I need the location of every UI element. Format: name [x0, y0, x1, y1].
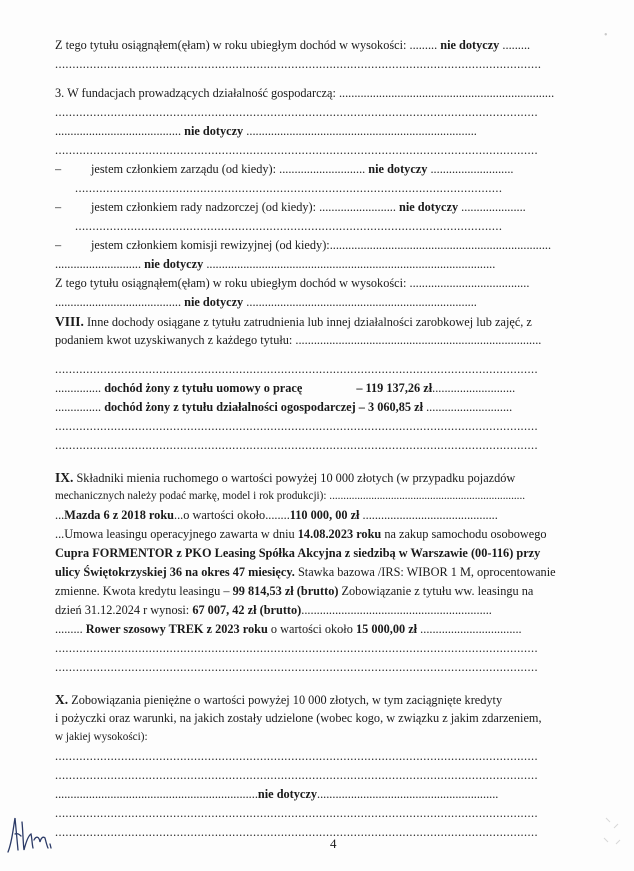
- leasing-line-3: [55, 563, 587, 582]
- dotted-line: ...........................................................................................................................: [75, 219, 503, 233]
- text: jestem członkiem rady nadzorczej (od kiedy): .........................: [91, 200, 400, 214]
- text: Z tego tytułu osiągnąłem(ęłam) w roku ubiegłym dochód w wysokości: .........: [55, 38, 441, 52]
- corner-mark: •: [604, 30, 608, 41]
- not-applicable-line: [55, 122, 587, 141]
- dotted-line: ...........................................................................................................................................: [55, 438, 538, 452]
- audit-committee-line: [55, 236, 587, 255]
- income-line: Z tego tytułu osiągnąłem(ęłam) w roku ubiegłym dochód w wysokości: .......................................: [55, 276, 530, 290]
- text: Zobowiązania pieniężne o wartości powyżej 10 000 złotych, w tym zaciągnięte kredyty: [68, 693, 503, 707]
- not-applicable-text: nie dotyczy: [399, 200, 459, 214]
- scan-edge-mark: [596, 812, 626, 852]
- leasing-date: 14.08.2023 roku: [297, 527, 382, 541]
- not-applicable-text: nie dotyczy: [440, 38, 500, 52]
- text: .........: [55, 622, 86, 636]
- text: ..............................................................: [301, 603, 492, 617]
- income-line: [55, 36, 587, 55]
- board-member-line: [55, 160, 587, 179]
- text: Stawka bazowa /IRS: WIBOR 1 M, oprocentowanie: [294, 565, 556, 579]
- foundations-line: 3. W fundacjach prowadzących działalność gospodarczą: ......................................................................: [55, 86, 555, 100]
- income-title: dochód żony z tytułu uomowy o pracę: [104, 381, 303, 395]
- dotted-line: ...........................................................................................................................................: [55, 105, 538, 119]
- text: .........................................: [55, 124, 185, 138]
- dotted-line: ...........................................................................................................................................: [55, 419, 538, 433]
- leasing-amount: 99 814,53 zł (brutto): [232, 584, 339, 598]
- section-number: IX.: [55, 470, 74, 485]
- text: zmienne. Kwota kredytu leasingu –: [55, 584, 233, 598]
- text: ...............: [55, 381, 105, 395]
- not-applicable-text: nie dotyczy: [144, 257, 204, 271]
- income-amount: – 3 060,85 zł: [355, 400, 424, 414]
- asset-value: 15 000,00 zł: [355, 622, 418, 636]
- supervisory-board-line: [55, 198, 587, 217]
- text: .........: [499, 38, 531, 52]
- text: ...........................................................................: [243, 295, 477, 309]
- text: ...Umowa leasingu operacyjnego zawarta w dniu: [55, 527, 298, 541]
- leasing-details: Cupra FORMENTOR z PKO Leasing Spółka Akcyjna z siedzibą w Warszawie (00-116) przy: [55, 546, 541, 560]
- section-viii-heading: [55, 312, 587, 331]
- wife-business-income: [55, 398, 587, 417]
- section-x-text: w jakiej wysokości):: [55, 731, 148, 743]
- text: ............................: [55, 257, 145, 271]
- dotted-line: ............................................................................................................................................: [55, 57, 542, 71]
- text: .....................: [458, 200, 526, 214]
- section-viii-text: podaniem kwot uzyskiwanych z każdego tytułu: ................................................................................: [55, 333, 542, 347]
- bullet-dash: –: [55, 200, 62, 214]
- dotted-line: ...........................................................................................................................................: [55, 768, 538, 782]
- dotted-line: ...........................................................................................................................................: [55, 749, 538, 763]
- dotted-line: ...........................................................................................................................................: [55, 362, 538, 376]
- text: ...........................................................................: [243, 124, 477, 138]
- text: .........................................: [55, 295, 185, 309]
- section-number: X.: [55, 692, 69, 707]
- bicycle-line: [55, 620, 587, 639]
- dotted-line: ...........................................................................................................................................: [55, 143, 538, 157]
- income-title: dochód żony z tytułu działalności ogospodarczej: [104, 400, 356, 414]
- text: jestem członkiem zarządu (od kiedy): ............................: [91, 162, 369, 176]
- text: ...........................................................: [317, 787, 499, 801]
- not-applicable-text: nie dotyczy: [257, 787, 317, 801]
- bullet-dash: –: [55, 162, 62, 176]
- leasing-balance: 67 007, 42 zł (brutto): [192, 603, 302, 617]
- leasing-line-4: [55, 582, 587, 601]
- text: ..................................................................: [55, 787, 258, 801]
- section-x-heading: [55, 690, 587, 709]
- text: ............................................: [359, 508, 498, 522]
- bullet-dash: –: [55, 238, 62, 252]
- wife-employment-income: [55, 379, 587, 398]
- dotted-line: ...........................................................................................................................................: [55, 660, 538, 674]
- text: ...........................: [427, 162, 514, 176]
- text: ...........................: [432, 381, 516, 395]
- signature-image: [4, 812, 56, 861]
- text: ...............: [55, 400, 105, 414]
- leasing-line-1: [55, 525, 587, 544]
- not-applicable-text: nie dotyczy: [184, 295, 244, 309]
- section-x-text: i pożyczki oraz warunki, na jakich zostały udzielone (wobec kogo, w związku z jakim zdarzeniem,: [55, 711, 542, 725]
- page-number: 4: [330, 836, 337, 851]
- section-ix-heading: [55, 468, 587, 487]
- text: Inne dochody osiągane z tytułu zatrudnienia lub innej działalności zarobkowej lub zajęć, z: [83, 315, 532, 329]
- asset-name: Mazda 6 z 2018 roku: [64, 508, 174, 522]
- leasing-line-5: [55, 601, 587, 620]
- not-applicable-line: [55, 785, 587, 804]
- section-number: VIII.: [55, 314, 84, 329]
- leasing-line-2: [55, 544, 587, 563]
- text: o wartości około: [267, 622, 356, 636]
- leasing-details: ulicy Świętokrzyskiej 36 na okres 47 miesięcy.: [55, 565, 295, 579]
- dotted-line: ...........................................................................................................................................: [55, 806, 538, 820]
- car-mazda-line: [55, 506, 587, 525]
- dotted-line: ...........................................................................................................................................: [55, 641, 538, 655]
- section-ix-text: mechanicznych należy podać markę, model i rok produkcji): ......................................................................: [55, 490, 526, 502]
- not-applicable-line: [55, 255, 587, 274]
- text: na zakup samochodu osobowego: [381, 527, 547, 541]
- asset-name: Rower szosowy TREK z 2023 roku: [85, 622, 268, 636]
- text: ...: [55, 508, 65, 522]
- dotted-line: ...........................................................................................................................................: [55, 825, 538, 839]
- text: .................................: [417, 622, 522, 636]
- text: dzień 31.12.2024 r wynosi:: [55, 603, 193, 617]
- not-applicable-text: nie dotyczy: [184, 124, 244, 138]
- declaration-content: [55, 36, 587, 842]
- not-applicable-line: [55, 293, 587, 312]
- not-applicable-text: nie dotyczy: [368, 162, 428, 176]
- text: ............................: [423, 400, 513, 414]
- asset-value: 110 000, 00 zł: [289, 508, 360, 522]
- income-amount: – 119 137,26 zł: [356, 381, 433, 395]
- text: Zobowiązanie z tytułu ww. leasingu na: [338, 584, 534, 598]
- text: ..............................................................................................: [203, 257, 496, 271]
- text: ...o wartości około........: [174, 508, 290, 522]
- text: jestem członkiem komisji rewizyjnej (od kiedy):........................................................................: [91, 238, 552, 252]
- text: Składniki mienia ruchomego o wartości powyżej 10 000 złotych (w przypadku pojazdów: [73, 471, 516, 485]
- dotted-line: ...........................................................................................................................: [75, 181, 503, 195]
